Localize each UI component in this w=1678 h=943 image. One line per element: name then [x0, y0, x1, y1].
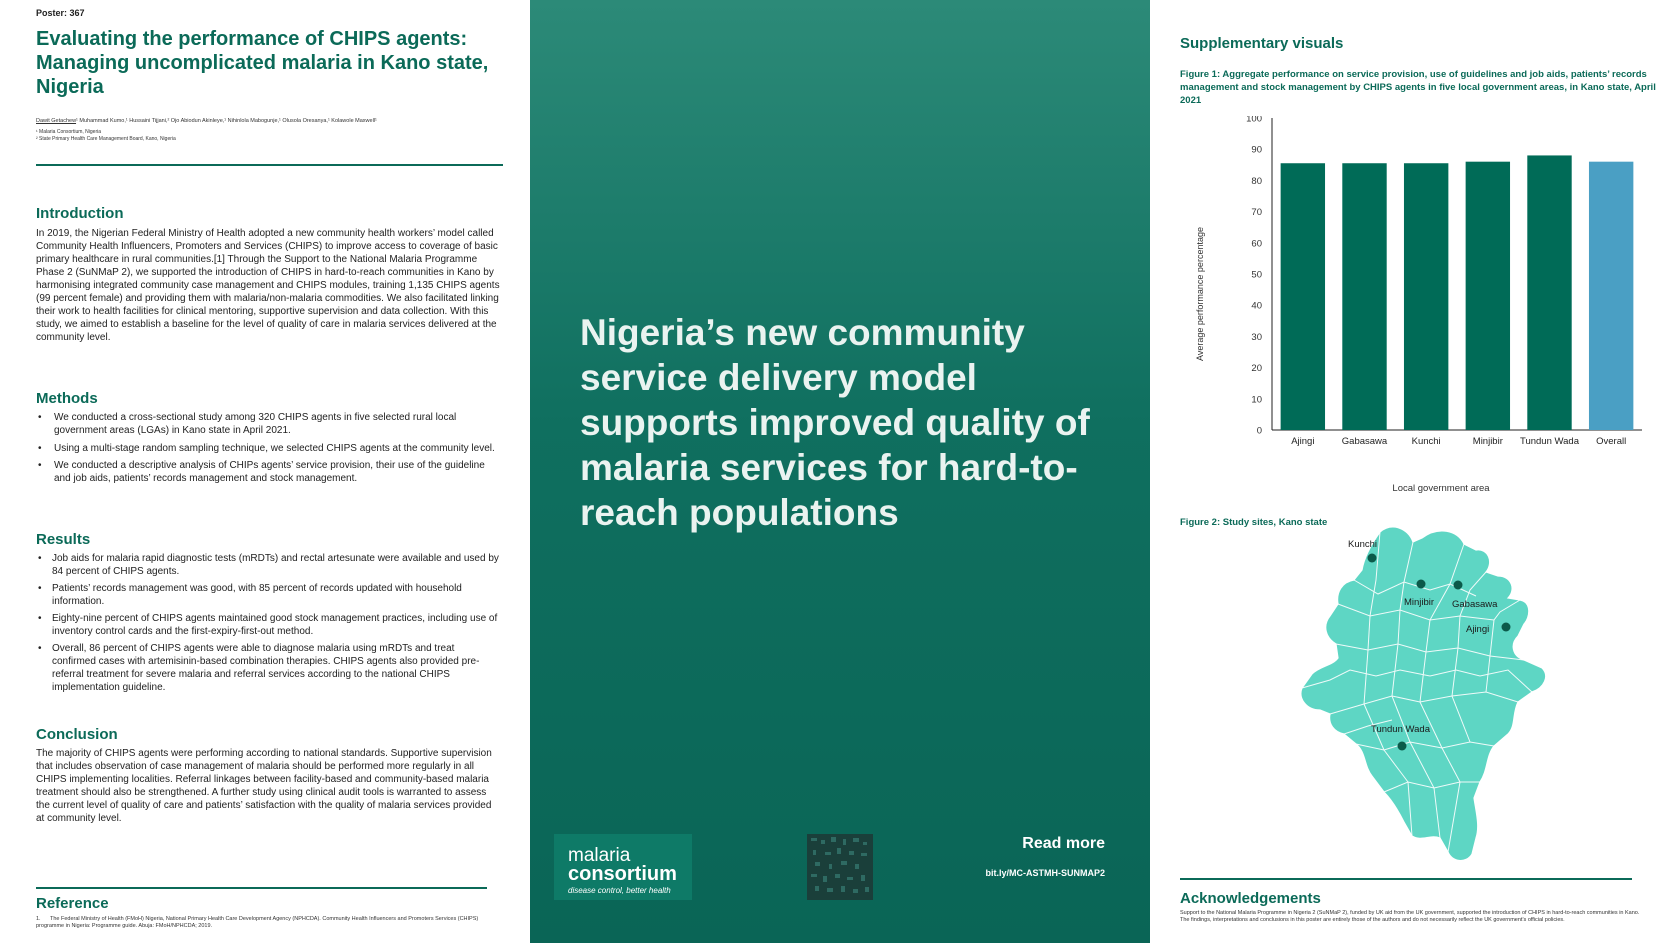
chart-y-tick-label: 50	[1251, 269, 1262, 281]
chart-x-tick-label: Kunchi	[1411, 436, 1441, 447]
reference-divider	[36, 887, 487, 889]
chart-y-tick-label: 90	[1251, 144, 1262, 156]
methods-list	[36, 411, 501, 490]
methods-item: • We conducted a descriptive analysis of CHIPs agents’ service provision, their use of the guideline and job aids, patients’ records management and stock management.	[36, 459, 501, 485]
read-more-link[interactable]: bit.ly/MC-ASTMH-SUNMAP2	[985, 868, 1105, 878]
performance-bar-chart	[1180, 116, 1650, 496]
chart-y-tick-label: 30	[1251, 331, 1262, 343]
tundun-wada-marker	[1398, 742, 1407, 751]
chart-x-tick-label: Gabasawa	[1341, 436, 1388, 447]
results-item: • Eighty-nine percent of CHIPS agents maintained good stock management practices, including use of inventory control cards and the first-expiry-first-out method.	[36, 612, 501, 638]
introduction-heading: Introduction	[36, 205, 124, 222]
acknowledgements-heading: Acknowledgements	[1180, 890, 1321, 907]
chart-y-axis-label: Average performance percentage	[1195, 227, 1205, 361]
results-list	[36, 552, 501, 698]
title-divider	[36, 164, 503, 166]
methods-heading: Methods	[36, 390, 98, 407]
figure-1-caption: Figure 1: Aggregate performance on service provision, use of guidelines and job aids, patients’ records management and stock management by CHIPS agents in five local government areas, in Kano state, April 2021	[1180, 69, 1656, 106]
methods-item: • Using a multi-stage random sampling technique, we selected CHIPS agents at the community level.	[36, 442, 501, 455]
chart-x-tick-label: Ajingi	[1291, 436, 1315, 447]
chart-y-tick-label: 0	[1256, 425, 1262, 437]
left-column	[0, 0, 530, 943]
map-label-ajingi: Ajingi	[1466, 624, 1490, 635]
logo-word-consortium: consortium	[568, 863, 677, 885]
chart-bar	[1404, 163, 1448, 430]
poster-number: Poster: 367	[36, 8, 85, 18]
author-list	[36, 118, 506, 143]
chart-y-tick-label: 70	[1251, 207, 1262, 219]
chart-y-tick-label: 40	[1251, 300, 1262, 312]
chart-y-tick-label: 10	[1251, 394, 1262, 406]
logo-word-malaria: malaria	[568, 845, 631, 866]
chart-bar	[1281, 163, 1325, 430]
reference-text: The Federal Ministry of Health (FMoH) Nigeria, National Primary Health Care Development Agency (NPHCDA). Community Health Influencers and Promoters Services (CHIPS) programme in Nigeria: Programme guide. Abuja: FMoH/NPHCDA; 2019.	[36, 916, 479, 929]
acknowledgements-text: Support to the National Malaria Programme in Nigeria 2 (SuNMaP 2), funded by UK aid from the UK government, supported the introduction of CHIPS in hard-to-reach communities in Kano. The findings, interpretations and conclusions in this poster are entirely those of the authors and do not necessarily reflect the UK government’s official policies.	[1180, 910, 1640, 923]
results-item: • Job aids for malaria rapid diagnostic tests (mRDTs) and rectal artesunate were available and used by 84 percent of CHIPS agents.	[36, 552, 501, 578]
chart-y-tick-label: 100	[1246, 116, 1262, 125]
kano-state-map	[1280, 520, 1570, 870]
chart-bar	[1527, 155, 1571, 430]
results-item: • Patients’ records management was good, with 85 percent of records updated with household information.	[36, 582, 501, 608]
chart-y-tick-label: 80	[1251, 175, 1262, 187]
reference-heading: Reference	[36, 895, 109, 912]
chart-y-tick-label: 20	[1251, 363, 1262, 375]
right-column	[1150, 0, 1678, 943]
acknowledgements-divider	[1180, 878, 1632, 880]
logo-tagline: disease control, better health	[568, 886, 671, 895]
chart-x-axis-label: Local government area	[1392, 483, 1490, 494]
gabasawa-marker	[1454, 581, 1463, 590]
reference-number: 1.	[36, 916, 41, 922]
other-authors: ¹ Muhammad Kumo,¹ Hussaini Tijjani,² Ojo Abiodun Akinleye,¹ Nihinlola Mabogunje,¹ Olusola Oresanya,¹ Kolawole Maxwell¹	[76, 118, 377, 124]
kano-state-outline	[1301, 527, 1546, 861]
chart-bar	[1342, 163, 1386, 430]
results-heading: Results	[36, 531, 91, 548]
center-panel	[530, 0, 1150, 943]
poster-title: Evaluating the performance of CHIPS agents: Managing uncomplicated malaria in Kano state, Nigeria	[36, 28, 489, 98]
results-item: • Overall, 86 percent of CHIPS agents were able to diagnose malaria using mRDTs and treat confirmed cases with artemisinin-based combination therapies. CHIPS agents also provided pre-referral treatment for severe malaria and referral services according to the national CHIPS implementation guideline.	[36, 642, 501, 694]
conclusion-heading: Conclusion	[36, 726, 118, 743]
malaria-consortium-logo	[554, 834, 692, 900]
affiliation-1: ¹ Malaria Consortium, Nigeria	[36, 129, 102, 135]
conclusion-text: The majority of CHIPS agents were performing according to national standards. Supportive supervision that includes observation of case management of malaria should be performed more regularly in all CHIPS implementing localities. Referral linkages between facility-based and community-based malaria treatment should also be strengthened. A further study using clinical audit tools is warranted to assess the current level of quality of care and patients’ satisfaction with the quality of malaria services provided at community level.	[36, 748, 492, 824]
ajingi-marker	[1502, 623, 1511, 632]
map-label-minjibir: Minjibir	[1404, 597, 1435, 608]
map-label-kunchi: Kunchi	[1348, 539, 1378, 550]
reference-entry	[36, 916, 486, 930]
minjibir-marker	[1417, 580, 1426, 589]
chart-x-tick-label: Minjibir	[1472, 436, 1503, 447]
methods-item: • We conducted a cross-sectional study among 320 CHIPS agents in five selected rural local government areas (LGAs) in Kano state in April 2021.	[36, 411, 501, 437]
introduction-text: In 2019, the Nigerian Federal Ministry of Health adopted a new community health workers’ model called Community Health Influencers, Promoters and Services (CHIPS) to improve access to coverage of basic primary healthcare in rural communities.[1] Through the Support to the National Malaria Programme Phase 2 (SuNMaP 2), we supported the introduction of CHIPS in hard-to-reach communities in Kano by harmonising integrated community case management and CHIPS modules, training 1,135 CHIPS agents (99 percent female) and providing them with malaria/non-malaria commodities. We also facilitated linking their work to health facilities for clinical mentoring, supportive supervision and data collection. With this study, we aimed to establish a baseline for the level of quality of care in malaria services delivered at the community level.	[36, 228, 500, 343]
qr-code-icon[interactable]	[807, 834, 873, 900]
kunchi-marker	[1368, 554, 1377, 563]
map-label-gabasawa: Gabasawa	[1452, 599, 1498, 610]
first-author: Dawit Getachew	[36, 118, 77, 124]
figure-2-caption: Figure 2: Study sites, Kano state	[1180, 517, 1328, 528]
map-label-tundun-wada: Tundun Wada	[1371, 724, 1430, 735]
affiliation-2: ² State Primary Health Care Management Board, Kano, Nigeria	[36, 136, 176, 142]
read-more-label: Read more	[1022, 835, 1105, 852]
supplementary-heading: Supplementary visuals	[1180, 35, 1344, 52]
chart-x-tick-label: Overall	[1596, 436, 1627, 447]
chart-y-tick-label: 60	[1251, 238, 1262, 250]
chart-bar	[1466, 162, 1510, 430]
chart-bar	[1589, 162, 1633, 430]
key-message-headline: Nigeria’s new community service delivery model supports improved quality of malaria services for hard-to-reach populations	[580, 312, 1090, 533]
chart-x-tick-label: Tundun Wada	[1520, 436, 1579, 447]
